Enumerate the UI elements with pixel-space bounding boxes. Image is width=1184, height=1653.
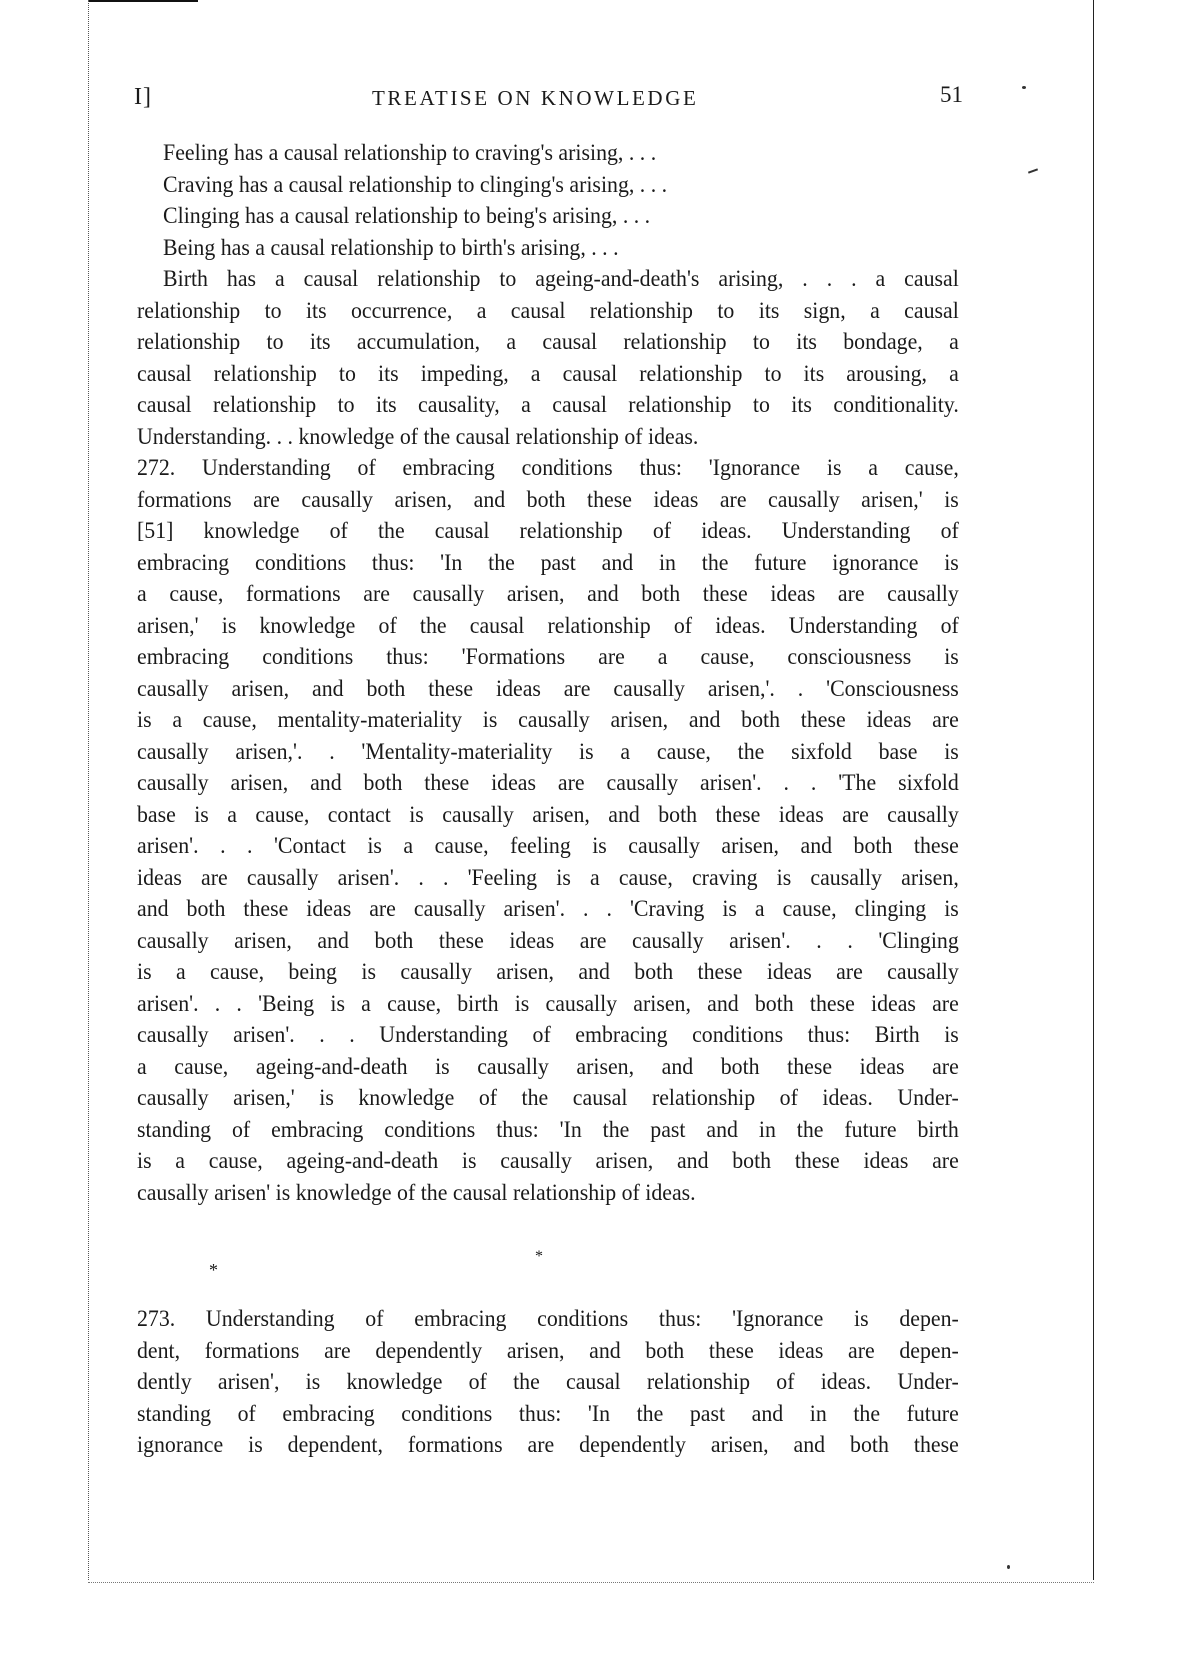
text-line: dently arisen', is knowledge of the causal relationship of ideas. Under-	[137, 1369, 959, 1395]
text-line: [51] knowledge of the causal relationship of ideas. Understanding of	[137, 518, 959, 544]
separator-mark: *	[209, 1260, 218, 1280]
text-line: causally arisen, and both these ideas are causally arisen'. . . 'Clinging	[137, 927, 959, 954]
text-line: is a cause, ageing-and-death is causally arisen, and both these ideas are	[137, 1148, 959, 1174]
scan-border-left	[88, 0, 90, 1580]
separator-mark: *	[535, 1248, 543, 1265]
paragraph-273	[137, 1304, 959, 1462]
text-line: Feeling has a causal relationship to craving's arising, . . .	[163, 140, 657, 166]
text-line: a cause, ageing-and-death is causally arisen, and both these ideas are	[137, 1053, 959, 1080]
text-line: causally arisen, and both these ideas are causally arisen'. . . 'The sixfold	[137, 770, 959, 796]
scan-speck	[1007, 1565, 1010, 1569]
text-line: formations are causally arisen, and both these ideas are causally arisen,' is	[137, 486, 959, 513]
text-line: causally arisen,'. . 'Mentality-materiality is a cause, the sixfold base is	[137, 738, 959, 765]
text-line: causally arisen, and both these ideas are causally arisen,'. . 'Consciousness	[137, 675, 959, 702]
text-line: causal relationship to its causality, a causal relationship to its conditionality.	[137, 392, 959, 418]
text-line: arisen,' is knowledge of the causal relationship of ideas. Understanding of	[137, 612, 959, 639]
text-line: ideas are causally arisen'. . . 'Feeling is a cause, craving is causally arisen,	[137, 864, 959, 891]
scan-border-right	[1093, 0, 1094, 1580]
text-line: arisen'. . . 'Contact is a cause, feeling is causally arisen, and both these	[137, 833, 959, 859]
page-number: 51	[940, 82, 963, 107]
book-title: TREATISE ON KNOWLEDGE	[372, 86, 699, 110]
scan-speck	[1028, 168, 1038, 173]
text-line: Craving has a causal relationship to clinging's arising, . . .	[163, 171, 668, 198]
text-line: is a cause, being is causally arisen, and both these ideas are causally	[137, 959, 959, 985]
text-line: and both these ideas are causally arisen'. . . 'Craving is a cause, clinging is	[137, 896, 959, 922]
text-line: dent, formations are dependently arisen, and both these ideas are depen-	[137, 1337, 959, 1364]
scan-border-top	[88, 0, 198, 2]
text-line: causal relationship to its impeding, a causal relationship to its arousing, a	[137, 360, 959, 387]
text-line: causally arisen'. . . Understanding of embracing conditions thus: Birth is	[137, 1022, 959, 1048]
text-line: Being has a causal relationship to birth's arising, . . .	[163, 234, 619, 261]
text-line: base is a cause, contact is causally arisen, and both these ideas are causally	[137, 801, 959, 828]
text-line: 273. Understanding of embracing conditions thus: 'Ignorance is depen-	[137, 1306, 959, 1332]
text-line: embracing conditions thus: 'In the past and in the future ignorance is	[137, 549, 959, 576]
text-line: relationship to its accumulation, a causal relationship to its bondage, a	[137, 329, 959, 355]
text-line: standing of embracing conditions thus: 'In the past and in the future birth	[137, 1116, 959, 1143]
text-line: standing of embracing conditions thus: 'In the past and in the future	[137, 1400, 959, 1427]
text-line: causally arisen' is knowledge of the causal relationship of ideas.	[137, 1179, 696, 1206]
text-line: is a cause, mentality-materiality is causally arisen, and both these ideas are	[137, 707, 959, 733]
text-line: a cause, formations are causally arisen, and both these ideas are causally	[137, 581, 959, 607]
scan-border-bottom	[88, 1582, 1094, 1584]
text-line: ignorance is dependent, formations are dependently arisen, and both these	[137, 1432, 959, 1458]
text-line: embracing conditions thus: 'Formations are a cause, consciousness is	[137, 644, 959, 670]
text-line: Clinging has a causal relationship to being's arising, . . .	[163, 203, 651, 229]
running-header	[0, 82, 1184, 118]
section-separator	[0, 1248, 1184, 1288]
text-line: arisen'. . . 'Being is a cause, birth is causally arisen, and both these ideas are	[137, 990, 959, 1017]
text-line: 272. Understanding of embracing conditions thus: 'Ignorance is a cause,	[137, 455, 959, 481]
text-line: causally arisen,' is knowledge of the causal relationship of ideas. Under-	[137, 1085, 959, 1111]
main-text-block	[137, 138, 959, 1209]
chapter-mark: I]	[134, 84, 152, 110]
text-line: Understanding. . . knowledge of the causal relationship of ideas.	[137, 423, 699, 450]
text-line: Birth has a causal relationship to ageing-and-death's arising, . . . a causal	[163, 266, 959, 292]
text-line: relationship to its occurrence, a causal relationship to its sign, a causal	[137, 297, 959, 324]
